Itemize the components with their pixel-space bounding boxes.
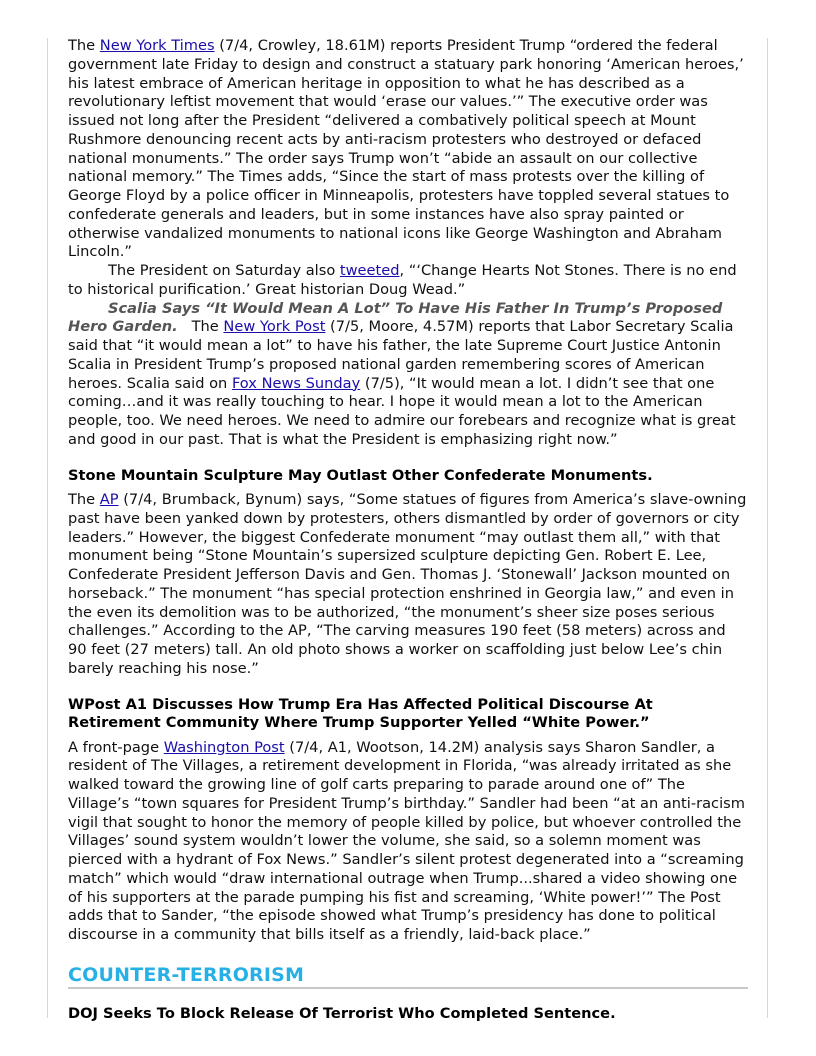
new-york-times-link[interactable]: New York Times (99, 37, 215, 54)
scalia-subheadline: Scalia Says “It Would Mean A Lot” To Have His Father In Trump’s Proposed Hero Garden. (68, 299, 723, 336)
newsletter-body (68, 37, 748, 1029)
wpost-paragraph: A front-page Washington Post (7/4, A1, Wootson, 14.2M) analysis says Sharon Sandler, a resident of The Villages, a retirement development in Florida, “was already irritated as she walked toward the growing line of golf carts preparing to parade around one of” The Village’s “town squares for President Trump’s birthday.” Sandler had been “at an anti-racism vigil that sought to honor the memory of people killed by police, but whoever controlled the Villages’ sound system wouldn’t lower the volume, she said, so a solemn moment was pierced with a hydrant of Fox News.” Sandler’s silent protest degenerated into a “screaming match” which would “draw international outrage when Trump...shared a video showing one of his supporters at the parade pumping his fist and screaming, ‘White power!’” The Post adds that to Sander, “the episode showed what Trump’s presidency has done to political discourse in a community that bills itself as a friendly, laid-back place.” (68, 738, 745, 943)
tweeted-link[interactable]: tweeted (339, 262, 400, 279)
tweet-paragraph: The President on Saturday also tweeted, “‘Change Hearts Not Stones. There is no end to historical purification.’ Great historian Doug Wead.” (68, 262, 737, 298)
section-title-counter-terrorism: COUNTER-TERRORISM (68, 964, 748, 989)
left-border (47, 38, 48, 1018)
wpost-headline: WPost A1 Discusses How Trump Era Has Affected Political Discourse At Retirement Community Where Trump Supporter Yelled “White Power.” (68, 695, 653, 731)
washington-post-link[interactable]: Washington Post (163, 738, 285, 756)
right-border (767, 38, 768, 1018)
new-york-post-link[interactable]: New York Post (223, 318, 326, 336)
story-nyt-paragraph: The New York Times (7/4, Crowley, 18.61M) reports President Trump “ordered the federal government late Friday to design and construct a statuary park honoring ‘American heroes,’ his latest embrace of American heritage in opposition to what he has described as a revolutionary leftist movement that would ‘erase our values.’” The executive order was issued not long after the President “delivered a combatively political speech at Mount Rushmore denouncing recent acts by anti-racism protesters who destroyed or defaced national monuments.” The order says Trump won’t “abide an assault on our collective national memory.” The Times adds, “Since the start of mass protests over the killing of George Floyd by a police officer in Minneapolis, protesters have toppled several statues to confederate generals and leaders, but in some instances have also spray painted or otherwise vandalized monuments to national icons like George Washington and Abraham Lincoln.” (68, 37, 744, 261)
doj-headline: DOJ Seeks To Block Release Of Terrorist Who Completed Sentence. (68, 1004, 616, 1022)
fox-news-sunday-link[interactable]: Fox News Sunday (231, 374, 361, 392)
scalia-paragraph: Scalia Says “It Would Mean A Lot” To Have His Father In Trump’s Proposed Hero Garden. The New York Post (7/5, Moore, 4.57M) reports that Labor Secretary Scalia said that “it would mean a lot” to have his father, the late Supreme Court Justice Antonin Scalia in President Trump’s proposed national garden remembering scores of American heroes. Scalia said on Fox News Sunday (7/5), “It would mean a lot. I didn’t see that one coming…and it was really touching to hear. I hope it would mean a lot to the American people, too. We need heroes. We need to admire our forebears and recognize what is great and good in our past. That is what the President is emphasizing right now.” (68, 299, 736, 448)
stone-mountain-paragraph: The AP (7/4, Brumback, Bynum) says, “Some statues of figures from America’s slave-owning past have been yanked down by protesters, others dismantled by order of governors or city leaders.” However, the biggest Confederate monument “may outlast them all,” with that monument being “Stone Mountain’s supersized sculpture depicting Gen. Robert E. Lee, Confederate President Jefferson Davis and Gen. Thomas J. ‘Stonewall’ Jackson mounted on horseback.” The monument “has special protection enshrined in Georgia law,” and even in the even its demolition was to be authorized, “the monument’s sheer size poses serious challenges.” According to the AP, “The carving measures 190 feet (58 meters) across and 90 feet (27 meters) tall. An old photo shows a worker on scaffolding just below Lee’s chin barely reaching his nose.” (68, 491, 747, 677)
ap-link[interactable]: AP (99, 491, 119, 508)
stone-mountain-headline: Stone Mountain Sculpture May Outlast Other Confederate Monuments. (68, 466, 653, 484)
